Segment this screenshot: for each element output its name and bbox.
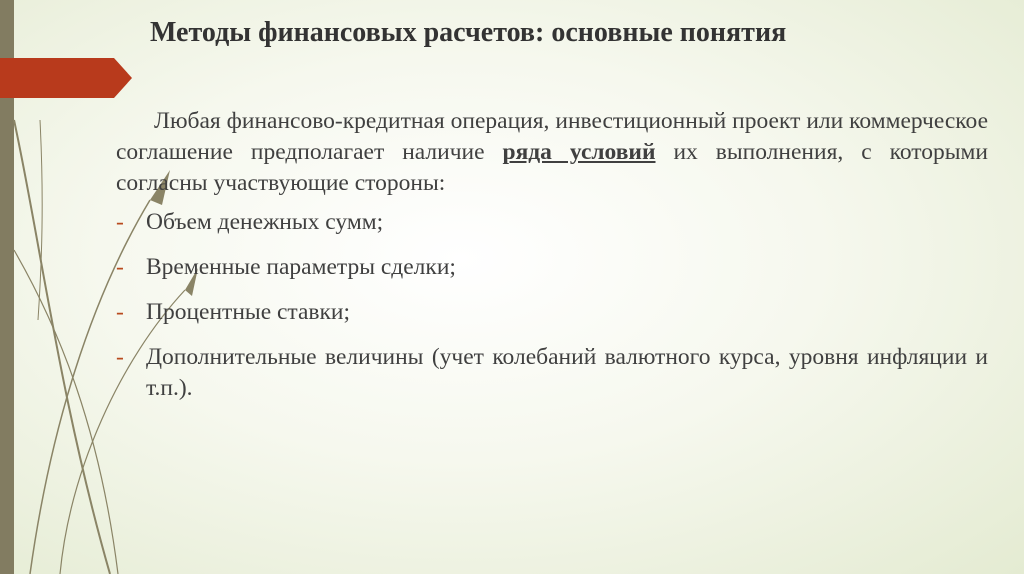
bullet-dash: - — [116, 254, 124, 280]
list-item — [116, 252, 988, 283]
slide-title: Методы финансовых расчетов: основные понятия — [150, 17, 787, 48]
list-item — [116, 207, 988, 238]
conditions-list — [116, 207, 988, 404]
bullet-dash: - — [116, 344, 124, 370]
slide-content — [116, 106, 988, 418]
list-item-text: Объем денежных сумм; — [146, 209, 384, 235]
intro-text-after: их выполнения, с которыми согласны участвующие стороны: — [116, 139, 988, 196]
list-item-text: Процентные ставки; — [146, 299, 351, 325]
list-item — [116, 342, 988, 404]
list-item — [116, 297, 988, 328]
list-item-text: Временные параметры сделки; — [146, 254, 456, 280]
intro-emphasis: ряда условий — [502, 139, 656, 165]
intro-text-before: Любая финансово-кредитная операция, инвестиционный проект или коммерческое соглашение предполагает наличие — [116, 108, 988, 165]
intro-paragraph — [116, 106, 988, 199]
bullet-dash: - — [116, 209, 124, 235]
bullet-dash: - — [116, 299, 124, 325]
list-item-text: Дополнительные величины (учет колебаний валютного курса, уровня инфляции и т.п.). — [146, 344, 988, 401]
red-arrow-banner — [0, 58, 132, 98]
